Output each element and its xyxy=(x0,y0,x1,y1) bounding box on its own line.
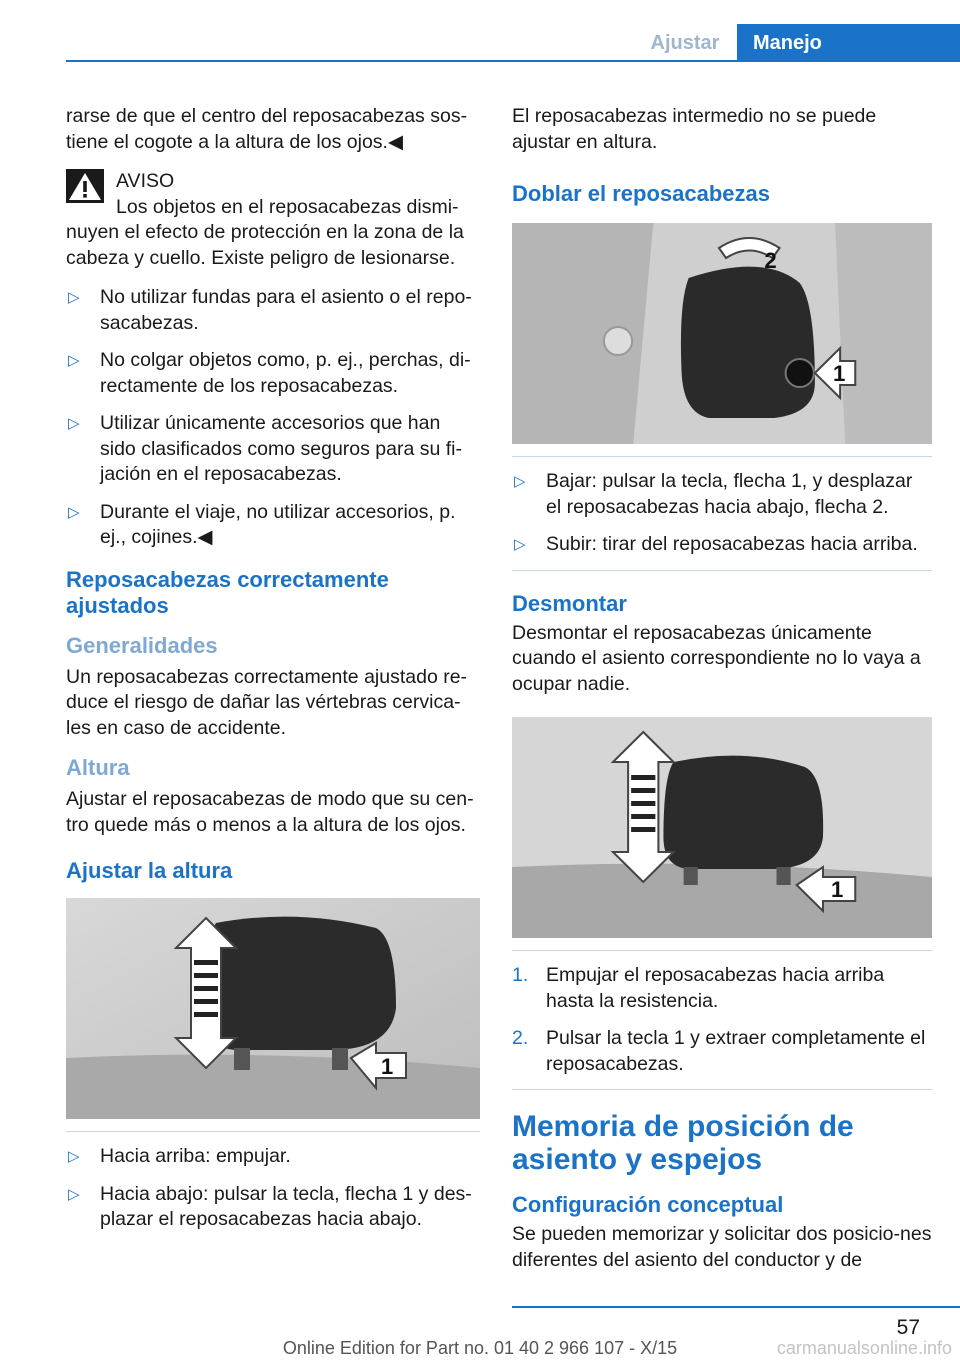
general-paragraph: Un reposacabezas correctamente ajustado re-duce el riesgo de dañar las vértebras cervica-les en caso de accidente. xyxy=(66,665,468,739)
list-item: ▷ No utilizar fundas para el asiento o el repo-sacabezas. xyxy=(66,285,480,336)
tab-manejo[interactable]: Manejo xyxy=(737,24,960,62)
watermark: carmanualsonline.info xyxy=(776,1338,952,1358)
list-separator xyxy=(512,456,932,457)
headrest-remove-illustration xyxy=(512,717,932,938)
list-item: ▷ No colgar objetos como, p. ej., perchas, di-rectamente de los reposacabezas. xyxy=(66,348,480,399)
heading-config: Configuración conceptual xyxy=(512,1192,784,1217)
step-text: Empujar el reposacabezas hacia arriba hasta la resistencia. xyxy=(546,964,885,1012)
list-separator xyxy=(66,1131,480,1132)
headrest-height-illustration xyxy=(66,898,480,1119)
list-separator xyxy=(512,570,932,571)
heading-correct: Reposacabezas correctamente ajustados xyxy=(66,566,389,618)
warning-title: AVISO xyxy=(116,170,175,192)
config-paragraph: Se pueden memorizar y solicitar dos posicio-nes diferentes del asiento del conductor y de xyxy=(512,1223,932,1271)
warning-triangle-icon xyxy=(66,169,104,203)
fold-list xyxy=(512,469,932,558)
figure-callout-1: 1 xyxy=(833,361,846,386)
step-number: 1. xyxy=(512,964,529,986)
warning-block xyxy=(66,169,480,220)
footer-rule xyxy=(512,1306,960,1308)
desmontar-paragraph: Desmontar el reposacabezas únicamente cuando el asiento correspondiente no lo vaya a ocupar nadie. xyxy=(512,621,921,695)
heading-general: Generalidades xyxy=(66,632,218,658)
tab-ajustar[interactable]: Ajustar xyxy=(650,32,720,54)
heading-desmontar: Desmontar xyxy=(512,590,627,616)
list-item: ▷ Bajar: pulsar la tecla, flecha 1, y desplazar el reposacabezas hacia abajo, flecha 2. xyxy=(512,469,932,520)
step-number: 2. xyxy=(512,1027,529,1049)
figure-remove-headrest xyxy=(512,717,932,938)
heading-ajustar-altura: Ajustar la altura xyxy=(66,858,233,883)
heading-altura: Altura xyxy=(66,755,130,780)
intro-paragraph-right: El reposacabezas intermedio no se puede ajustar en altura. xyxy=(512,105,877,153)
remove-steps xyxy=(512,963,932,1077)
edition-text: Online Edition for Part no. 01 40 2 966 107 - X/15 xyxy=(282,1338,678,1358)
figure-callout-1: 1 xyxy=(831,877,844,902)
figure-callout-2: 2 xyxy=(764,248,777,273)
figure-adjust-height xyxy=(66,898,480,1119)
list-item: ▷ Utilizar únicamente accesorios que han sido clasificados como seguros para su fi-jación en el reposacabezas. xyxy=(66,411,480,488)
heading-memoria: Memoria de posición de asiento y espejos xyxy=(512,1110,854,1176)
warning-list xyxy=(66,285,480,551)
list-item xyxy=(512,1026,932,1077)
figure-callout-1: 1 xyxy=(381,1054,394,1079)
intro-paragraph: rarse de que el centro del reposacabezas sos-tiene el cogote a la altura de los ojos.◀ xyxy=(66,105,468,153)
adjust-list xyxy=(66,1144,480,1233)
heading-doblar: Doblar el reposacabezas xyxy=(512,181,771,206)
step-text: Pulsar la tecla 1 y extraer completamente el reposacabezas. xyxy=(546,1027,926,1075)
list-separator xyxy=(512,950,932,951)
figure-fold-headrest xyxy=(512,223,932,444)
left-column xyxy=(66,104,480,1245)
list-item xyxy=(512,963,932,1014)
header-rule xyxy=(66,60,960,62)
warning-body: nuyen el efecto de protección en la zona de la cabeza y cuello. Existe peligro de lesionarse. xyxy=(66,221,464,269)
list-item: ▷ Hacia arriba: empujar. xyxy=(66,1144,480,1170)
list-item: ▷ Subir: tirar del reposacabezas hacia arriba. xyxy=(512,532,932,558)
headrest-fold-illustration xyxy=(512,223,932,444)
list-separator xyxy=(512,1089,932,1090)
list-item: ▷ Durante el viaje, no utilizar accesorios, p. ej., cojines.◀ xyxy=(66,500,480,551)
right-column xyxy=(512,104,932,1273)
list-item: ▷ Hacia abajo: pulsar la tecla, flecha 1 y des-plazar el reposacabezas hacia abajo. xyxy=(66,1182,480,1233)
page-number: 57 xyxy=(896,1316,920,1339)
altura-paragraph: Ajustar el reposacabezas de modo que su cen-tro quede más o menos a la altura de los ojos. xyxy=(66,788,474,836)
warning-first-line: Los objetos en el reposacabezas dismi- xyxy=(116,195,459,218)
